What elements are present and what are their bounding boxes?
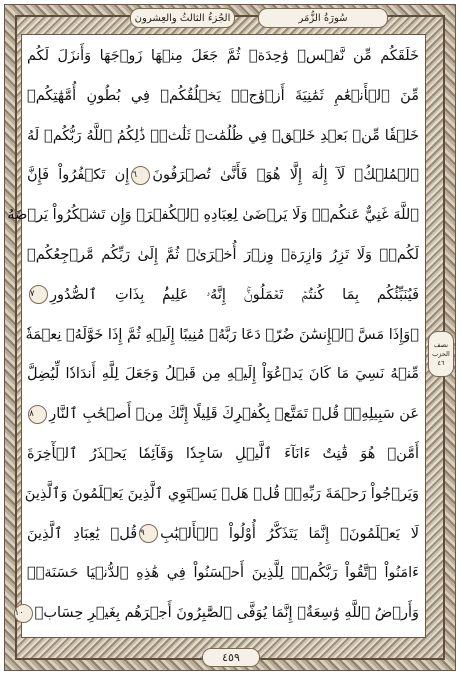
hizb-marker-line2: الحزب [432, 349, 450, 358]
verse-text: فَيُنَبِّئُكُم بِمَا كُنتُمۡ تَعۡمَلُونَۚ إِنَّهُۥ عَلِيمُۢ بِذَاتِ ٱلصُّدُورِ [50, 286, 419, 303]
ayah-number-marker: ١٠ [14, 604, 33, 623]
verse-line [27, 41, 419, 71]
verse-line [27, 439, 419, 469]
ayah-number-marker: ٧ [29, 285, 48, 304]
verse-text: أَمَّنۡ هُوَ قَٰنِتٌ ءَانَآءَ ٱلَّيۡلِ سَاجِدٗا وَقَآئِمٗا يَحۡذَرُ ٱلۡأٓخِرَةَ [27, 446, 419, 462]
page-number: ٤٥٩ [202, 648, 260, 667]
verse-line [27, 81, 419, 111]
verse-line [7, 200, 419, 230]
ayah-number-marker: ٨ [28, 405, 47, 424]
hizb-marker [428, 331, 454, 377]
verse-line [27, 320, 419, 350]
verse-line [27, 121, 419, 151]
verse-line [27, 359, 419, 389]
verse-text: ٱللَّهَ غَنِيٌّ عَنكُمۡۖ وَلَا يَرۡضَىٰ لِعِبَادِهِ ٱلۡكُفۡرَۖ وَإِن تَشۡكُرُواْ يَرۡضَهُ [7, 207, 419, 224]
verse-text: وَأَرۡضُ ٱللَّهِ وَٰسِعَةٌۗ إِنَّمَا يُوَفَّى ٱلصَّٰبِرُونَ أَجۡرَهُم بِغَيۡرِ حِسَابٖ [34, 605, 419, 622]
verse-text: مِّنَ ٱلۡأَنۡعَٰمِ ثَمَٰنِيَةَ أَزۡوَٰجٖۚ يَخۡلُقُكُمۡ فِي بُطُونِ أُمَّهَٰتِكُمۡ [27, 87, 419, 104]
verse-line [27, 240, 419, 270]
hizb-marker-line1: نصف [433, 340, 449, 349]
verse-line [27, 519, 419, 549]
verse-text: ۞وَإِذَا مَسَّ ٱلۡإِنسَٰنَ ضُرّٞ دَعَا رَبَّهُۥ مُنِيبًا إِلَيۡهِ ثُمَّ إِذَا خَوَّلَهُۥ نِعۡمَةٗ [25, 326, 419, 343]
verse-text: وَيَرۡجُواْ رَحۡمَةَ رَبِّهِۦۗ قُلۡ هَلۡ يَسۡتَوِي ٱلَّذِينَ يَعۡلَمُونَ وَٱلَّذِينَ [24, 485, 419, 502]
verse-line [14, 598, 419, 628]
surah-title: سُورَةُ الزُّمَر [258, 8, 388, 28]
verse-line [27, 399, 419, 429]
verse-text-continued: قُلۡ يَٰعِبَادِ ٱلَّذِينَ [27, 525, 138, 542]
ayah-number-marker: ٦ [131, 166, 150, 185]
hizb-marker-number: ٤٦ [437, 358, 445, 367]
verse-text: ٱلۡمُلۡكُۖ لَآ إِلَٰهَ إِلَّا هُوَۖ فَأَنَّىٰ تُصۡرَفُونَ [152, 167, 419, 184]
verse-line [24, 479, 419, 509]
verse-text: خَلَقَكُم مِّن نَّفۡسٖ وَٰحِدَةٖ ثُمَّ جَعَلَ مِنۡهَا زَوۡجَهَا وَأَنزَلَ لَكُم [27, 48, 419, 64]
verse-text: لَا يَعۡلَمُونَۗ إِنَّمَا يَتَذَكَّرُ أُوْلُواْ ٱلۡأَلۡبَٰبِ [160, 525, 419, 542]
verse-text: عَن سَبِيلِهِۦۚ قُلۡ تَمَتَّعۡ بِكُفۡرِكَ قَلِيلًا إِنَّكَ مِنۡ أَصۡحَٰبِ ٱلنَّارِ [49, 406, 419, 423]
verse-line [27, 160, 419, 190]
verse-text: خَلۡقٗا مِّنۢ بَعۡدِ خَلۡقٖ فِي ظُلُمَٰتٖ ثَلَٰثٖۚ ذَٰلِكُمُ ٱللَّهُ رَبُّكُمۡ لَهُ [27, 127, 419, 144]
verse-text: مِّنۡهُ نَسِيَ مَا كَانَ يَدۡعُوٓاْ إِلَيۡهِ مِن قَبۡلُ وَجَعَلَ لِلَّهِ أَندَادٗا لِّيُضِلَّ [27, 366, 419, 383]
verse-text-continued: إِن تَكۡفُرُواْ فَإِنَّ [27, 167, 130, 184]
verse-line [27, 558, 419, 588]
verse-line [27, 280, 419, 310]
verse-text: ءَامَنُواْ ٱتَّقُواْ رَبَّكُمۡۚ لِلَّذِينَ أَحۡسَنُواْ فِي هَٰذِهِ ٱلدُّنۡيَا حَسَنَةٞۗ [27, 565, 419, 582]
juz-title: الجُزءُ الثالثُ والعِشرون [130, 8, 235, 28]
verse-text: لَكُمۡۗ وَلَا تَزِرُ وَازِرَةٞ وِزۡرَ أُخۡرَىٰۗ ثُمَّ إِلَىٰ رَبِّكُم مَّرۡجِعُكُمۡ [27, 247, 419, 263]
ayah-number-marker: ٩ [139, 524, 158, 543]
